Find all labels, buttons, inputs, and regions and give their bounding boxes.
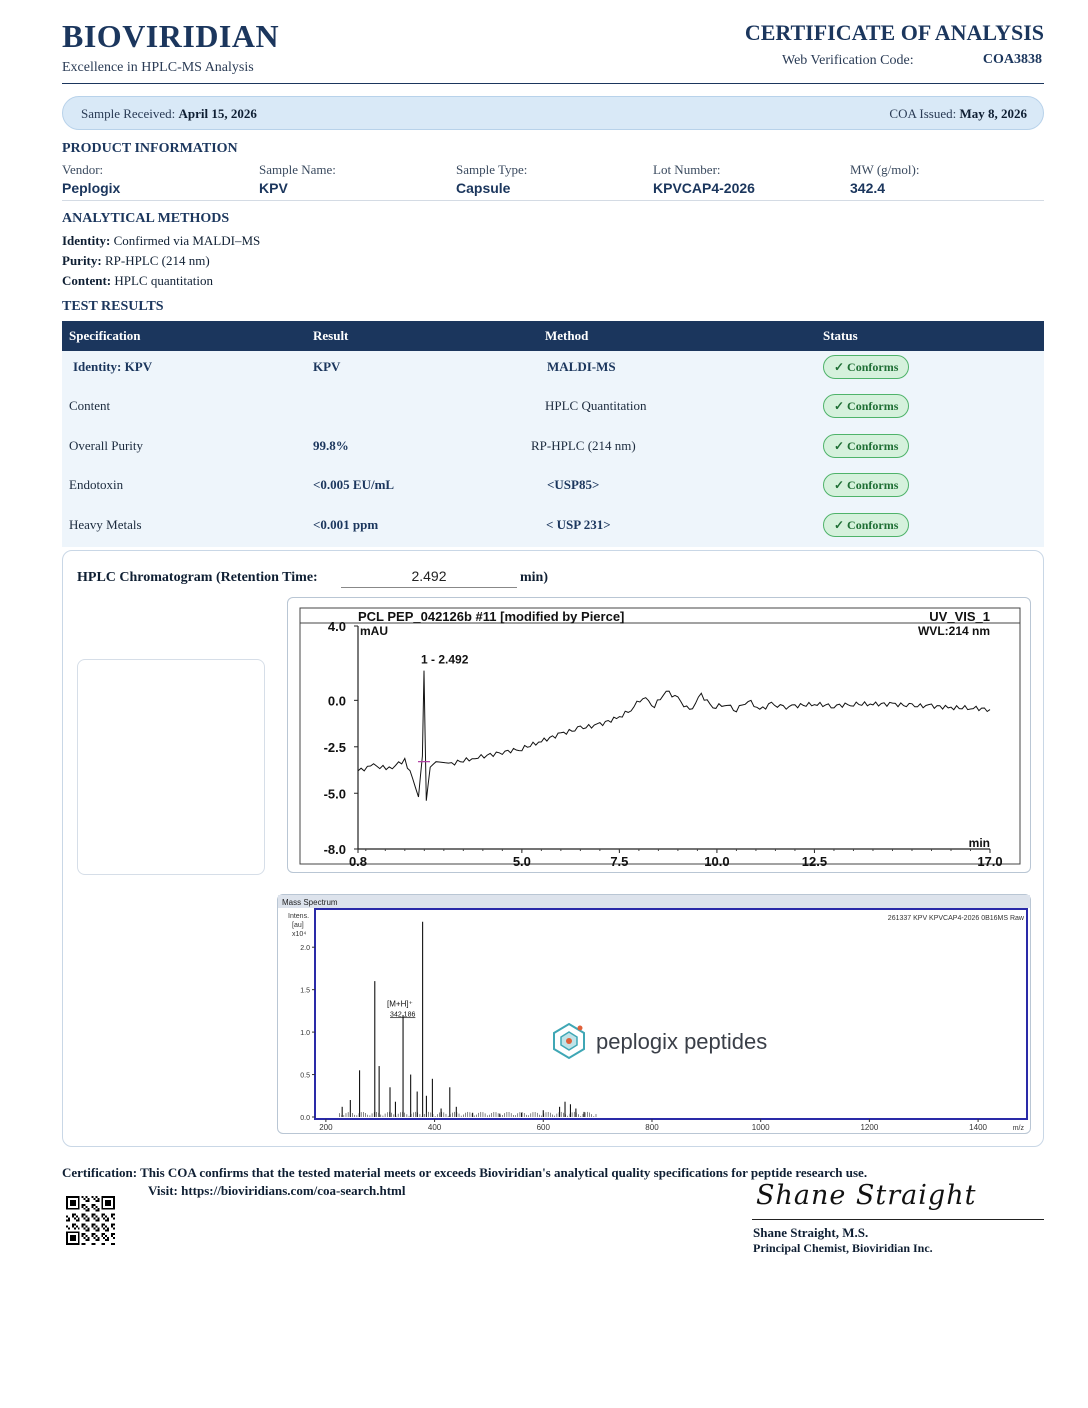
qr-finder-core bbox=[105, 1200, 111, 1206]
qr-module bbox=[82, 1216, 84, 1218]
column-header-result: Result bbox=[313, 328, 349, 343]
qr-module bbox=[97, 1208, 99, 1210]
table-row bbox=[62, 351, 1044, 391]
qr-module bbox=[84, 1227, 86, 1229]
cell-method: RP-HPLC (214 nm) bbox=[531, 438, 636, 453]
qr-module bbox=[107, 1239, 109, 1241]
cell-status bbox=[823, 477, 909, 497]
qr-module bbox=[95, 1229, 97, 1231]
ms-y-label-au: [au] bbox=[292, 922, 304, 929]
verification-code-label: Web Verification Code: bbox=[782, 53, 914, 68]
chromatogram-y-tick-label: -8.0 bbox=[323, 842, 346, 857]
qr-module bbox=[93, 1218, 95, 1220]
signature: Shane Straight bbox=[756, 1180, 977, 1211]
qr-module bbox=[78, 1227, 80, 1229]
ms-x-unit: m/z bbox=[1012, 1125, 1024, 1132]
chromatogram-x-tick-label: 17.0 bbox=[977, 854, 1003, 869]
chromatogram-y-unit: mAU bbox=[360, 624, 389, 638]
qr-module bbox=[68, 1227, 70, 1229]
qr-module bbox=[88, 1227, 90, 1229]
qr-module bbox=[88, 1210, 90, 1212]
qr-module bbox=[103, 1237, 105, 1239]
qr-module bbox=[113, 1223, 115, 1225]
qr-module bbox=[66, 1220, 68, 1222]
analytical-methods-heading: ANALYTICAL METHODS bbox=[62, 211, 230, 226]
cell-result: 99.8% bbox=[313, 438, 349, 453]
table-row bbox=[62, 509, 1044, 549]
ms-plot-frame bbox=[315, 909, 1027, 1119]
qr-module bbox=[91, 1223, 93, 1225]
table-header bbox=[62, 321, 1044, 351]
table-body bbox=[62, 351, 1044, 547]
qr-module bbox=[97, 1220, 99, 1222]
qr-module bbox=[82, 1223, 84, 1225]
chromatogram-trace bbox=[358, 671, 990, 801]
chromatogram-wavelength: WVL:214 nm bbox=[917, 624, 990, 638]
qr-module bbox=[84, 1237, 86, 1239]
conforms-badge: ✓ Conforms bbox=[823, 434, 909, 458]
qr-module bbox=[84, 1223, 86, 1225]
qr-module bbox=[93, 1237, 95, 1239]
qr-module bbox=[72, 1216, 74, 1218]
qr-module bbox=[95, 1235, 97, 1237]
chromatogram-y-tick-label: 0.0 bbox=[327, 693, 346, 709]
qr-module bbox=[95, 1220, 97, 1222]
qr-module bbox=[97, 1210, 99, 1212]
qr-module bbox=[86, 1210, 88, 1212]
qr-module bbox=[101, 1223, 103, 1225]
blank-placeholder-box bbox=[77, 659, 265, 875]
qr-module bbox=[91, 1225, 93, 1227]
method-purity: Purity: RP-HPLC (214 nm) bbox=[62, 253, 210, 268]
test-results-heading: TEST RESULTS bbox=[62, 299, 164, 314]
qr-module bbox=[84, 1233, 86, 1235]
coa-issued-date: May 8, 2026 bbox=[959, 106, 1027, 121]
qr-module bbox=[111, 1216, 113, 1218]
qr-module bbox=[68, 1218, 70, 1220]
hplc-chromatogram bbox=[287, 597, 1031, 873]
qr-module bbox=[86, 1220, 88, 1222]
verification-code: COA3838 bbox=[982, 52, 1042, 67]
qr-module bbox=[74, 1223, 76, 1225]
qr-module bbox=[101, 1216, 103, 1218]
cell-specification: Endotoxin bbox=[69, 477, 124, 492]
retention-time-unit: min) bbox=[520, 570, 548, 585]
qr-module bbox=[84, 1214, 86, 1216]
qr-module bbox=[93, 1198, 95, 1200]
qr-module bbox=[82, 1243, 84, 1245]
product-info-heading: PRODUCT INFORMATION bbox=[62, 141, 238, 156]
qr-module bbox=[107, 1229, 109, 1231]
cell-specification: Content bbox=[69, 398, 111, 413]
qr-module bbox=[101, 1235, 103, 1237]
qr-module bbox=[95, 1200, 97, 1202]
qr-module bbox=[86, 1225, 88, 1227]
cell-method: < USP 231> bbox=[546, 517, 611, 532]
ms-y-tick-label: 0.5 bbox=[300, 1072, 310, 1080]
qr-module bbox=[111, 1225, 113, 1227]
peplogix-logo bbox=[554, 1024, 767, 1058]
qr-module bbox=[84, 1204, 86, 1206]
document-title: CERTIFICATE OF ANALYSIS bbox=[744, 20, 1044, 45]
peplogix-logo-mark bbox=[554, 1024, 584, 1058]
qr-module bbox=[107, 1237, 109, 1239]
qr-module bbox=[107, 1218, 109, 1220]
qr-module bbox=[82, 1225, 84, 1227]
ms-y-tick-label: 1.0 bbox=[300, 1030, 310, 1038]
certification-statement: Certification: This COA confirms that the tested material meets or exceeds Bioviridian's analytical quality specifications for peptide research use. bbox=[62, 1165, 868, 1180]
retention-time-value: 2.492 bbox=[341, 568, 517, 588]
qr-module bbox=[84, 1208, 86, 1210]
qr-module bbox=[91, 1214, 93, 1216]
ms-file-label: 261337 KPV KPVCAP4-2026 0B16MS Raw bbox=[887, 915, 1024, 922]
qr-module bbox=[86, 1239, 88, 1241]
product-field-sample-type: Sample Type: Capsule bbox=[456, 162, 528, 196]
table-row bbox=[62, 390, 1044, 430]
qr-module bbox=[86, 1196, 88, 1198]
ms-x-tick-label: 400 bbox=[427, 1123, 442, 1132]
mass-spectrum bbox=[277, 894, 1031, 1134]
qr-module bbox=[97, 1200, 99, 1202]
mass-spectrum-panel-label: Mass Spectrum bbox=[282, 898, 338, 907]
qr-module bbox=[113, 1233, 115, 1235]
qr-module bbox=[84, 1198, 86, 1200]
ms-ion-label: [M+H]⁺ bbox=[387, 999, 413, 1009]
ms-x-tick-label: 1200 bbox=[860, 1123, 879, 1132]
product-field-vendor: Vendor: Peplogix bbox=[62, 162, 121, 196]
qr-module bbox=[82, 1214, 84, 1216]
chromatogram-x-unit: min bbox=[968, 836, 990, 850]
qr-module bbox=[72, 1214, 74, 1216]
qr-module bbox=[105, 1216, 107, 1218]
qr-module bbox=[88, 1200, 90, 1202]
conforms-badge: ✓ Conforms bbox=[823, 355, 909, 379]
qr-module bbox=[101, 1225, 103, 1227]
qr-module bbox=[74, 1218, 76, 1220]
cell-result: <0.001 ppm bbox=[313, 517, 379, 532]
qr-module bbox=[88, 1208, 90, 1210]
qr-module bbox=[74, 1214, 76, 1216]
sample-received: Sample Received: April 15, 2026 bbox=[81, 106, 257, 121]
qr-module bbox=[97, 1229, 99, 1231]
verification-link[interactable]: Visit: https://bioviridians.com/coa-search.html bbox=[148, 1183, 406, 1198]
table-row bbox=[62, 430, 1044, 470]
qr-module bbox=[95, 1239, 97, 1241]
qr-module bbox=[93, 1227, 95, 1229]
qr-finder-core bbox=[70, 1200, 76, 1206]
qr-module bbox=[88, 1220, 90, 1222]
chromatogram-svg bbox=[288, 598, 1030, 872]
cell-status bbox=[823, 398, 909, 418]
product-info-divider bbox=[62, 200, 1044, 201]
chromatogram-x-tick-label: 5.0 bbox=[512, 854, 531, 869]
qr-module bbox=[88, 1229, 90, 1231]
coa-issued: COA Issued: May 8, 2026 bbox=[889, 106, 1027, 121]
ms-x-tick-label: 800 bbox=[645, 1123, 659, 1132]
ms-x-tick-label: 1400 bbox=[969, 1123, 987, 1132]
qr-module bbox=[111, 1233, 113, 1235]
qr-module bbox=[86, 1216, 88, 1218]
signer-name: Shane Straight, M.S. bbox=[753, 1225, 869, 1240]
ms-y-tick-label: 2.0 bbox=[300, 945, 310, 953]
brand-name: BIOVIRIDIAN bbox=[62, 18, 280, 54]
conforms-badge: ✓ Conforms bbox=[823, 513, 909, 537]
qr-module bbox=[101, 1233, 103, 1235]
ms-y-tick-label: 1.5 bbox=[300, 987, 310, 995]
mass-spectrum-titlebar bbox=[278, 895, 1030, 908]
brand-tagline: Excellence in HPLC-MS Analysis bbox=[62, 60, 254, 75]
mass-spectrum-svg bbox=[278, 895, 1030, 1133]
chromatogram-y-tick-label: -2.5 bbox=[323, 739, 346, 755]
date-band bbox=[62, 96, 1044, 130]
qr-module bbox=[105, 1225, 107, 1227]
qr-module bbox=[66, 1216, 68, 1218]
chromatogram-x-tick-label: 7.5 bbox=[610, 854, 629, 869]
qr-module bbox=[105, 1235, 107, 1237]
qr-module bbox=[95, 1216, 97, 1218]
qr-module bbox=[84, 1218, 86, 1220]
cell-method: <USP85> bbox=[547, 477, 600, 492]
qr-module bbox=[86, 1200, 88, 1202]
qr-module bbox=[76, 1225, 78, 1227]
qr-module bbox=[93, 1223, 95, 1225]
qr-module bbox=[95, 1210, 97, 1212]
qr-module bbox=[97, 1239, 99, 1241]
qr-module bbox=[74, 1227, 76, 1229]
qr-module bbox=[105, 1229, 107, 1231]
signer-title: Principal Chemist, Bioviridian Inc. bbox=[753, 1241, 933, 1255]
chromatogram-x-tick-label: 10.0 bbox=[704, 854, 730, 869]
qr-module bbox=[97, 1218, 99, 1220]
ms-y-label-intens: Intens. bbox=[288, 913, 310, 920]
cell-specification: Overall Purity bbox=[69, 438, 144, 453]
qr-module bbox=[76, 1216, 78, 1218]
qr-module bbox=[68, 1220, 70, 1222]
product-field-sample-name: Sample Name: KPV bbox=[259, 162, 336, 196]
ms-y-tick-label: 0.0 bbox=[300, 1115, 310, 1122]
qr-module bbox=[91, 1235, 93, 1237]
test-results-table bbox=[62, 321, 1044, 547]
column-header-method: Method bbox=[545, 328, 589, 343]
chromatogram-peak-label: 1 - 2.492 bbox=[421, 652, 469, 667]
qr-module bbox=[86, 1235, 88, 1237]
qr-module bbox=[111, 1243, 113, 1245]
qr-module bbox=[93, 1214, 95, 1216]
qr-module bbox=[111, 1235, 113, 1237]
chromatogram-panel bbox=[62, 550, 1044, 1147]
chromatogram-detector: UV_VIS_1 bbox=[929, 609, 990, 624]
qr-finder-core bbox=[70, 1235, 76, 1241]
qr-module bbox=[93, 1204, 95, 1206]
qr-module bbox=[82, 1235, 84, 1237]
qr-module bbox=[103, 1214, 105, 1216]
qr-module bbox=[82, 1204, 84, 1206]
qr-module bbox=[88, 1239, 90, 1241]
chromatogram-x-tick-label: 0.8 bbox=[348, 854, 368, 869]
cell-specification: Identity: KPV bbox=[73, 359, 153, 374]
conforms-badge: ✓ Conforms bbox=[823, 394, 909, 418]
qr-module bbox=[93, 1233, 95, 1235]
cell-result: <0.005 EU/mL bbox=[313, 477, 395, 492]
ms-ion-mz: 342.186 bbox=[390, 1011, 416, 1019]
qr-module bbox=[66, 1225, 68, 1227]
signature-line bbox=[752, 1219, 1044, 1220]
chromatogram-outer-border bbox=[300, 608, 1020, 864]
ms-x-tick-label: 600 bbox=[536, 1123, 550, 1132]
qr-module bbox=[88, 1237, 90, 1239]
product-field-lot-number: Lot Number: KPVCAP4-2026 bbox=[653, 162, 755, 196]
qr-module bbox=[111, 1223, 113, 1225]
table-row bbox=[62, 469, 1044, 509]
qr-module bbox=[101, 1243, 103, 1245]
qr-module bbox=[103, 1218, 105, 1220]
qr-module bbox=[97, 1198, 99, 1200]
qr-module bbox=[103, 1233, 105, 1235]
qr-module bbox=[103, 1227, 105, 1229]
qr-module bbox=[111, 1214, 113, 1216]
product-field-molecular-weight: MW (g/mol): 342.4 bbox=[850, 162, 920, 196]
column-header-specification: Specification bbox=[69, 328, 141, 343]
ms-y-label-scale: x10⁴ bbox=[292, 931, 307, 938]
qr-module bbox=[97, 1227, 99, 1229]
qr-module bbox=[95, 1206, 97, 1208]
cell-method: HPLC Quantitation bbox=[545, 398, 647, 413]
qr-module bbox=[103, 1223, 105, 1225]
cell-result: KPV bbox=[313, 359, 341, 374]
qr-module bbox=[91, 1233, 93, 1235]
qr-module bbox=[113, 1218, 115, 1220]
qr-module bbox=[95, 1225, 97, 1227]
chromatogram-y-tick-label: -5.0 bbox=[323, 786, 346, 802]
qr-module bbox=[97, 1237, 99, 1239]
qr-module bbox=[113, 1243, 115, 1245]
column-header-status: Status bbox=[823, 328, 858, 343]
qr-module bbox=[93, 1243, 95, 1245]
qr-module bbox=[105, 1220, 107, 1222]
qr-module bbox=[91, 1196, 93, 1198]
qr-module bbox=[82, 1233, 84, 1235]
cell-specification: Heavy Metals bbox=[69, 517, 142, 532]
qr-module bbox=[84, 1243, 86, 1245]
cell-status bbox=[823, 517, 909, 537]
qr-module bbox=[82, 1196, 84, 1198]
method-identity: Identity: Confirmed via MALDI–MS bbox=[62, 233, 261, 248]
qr-module bbox=[86, 1206, 88, 1208]
conforms-badge: ✓ Conforms bbox=[823, 473, 909, 497]
qr-module bbox=[95, 1196, 97, 1198]
qr-module bbox=[91, 1243, 93, 1245]
chromatogram-y-tick-label: 4.0 bbox=[327, 619, 346, 634]
chromatogram-x-tick-label: 12.5 bbox=[801, 854, 828, 869]
qr-code-icon[interactable] bbox=[66, 1196, 115, 1245]
qr-module bbox=[113, 1214, 115, 1216]
qr-module bbox=[82, 1206, 84, 1208]
ms-x-tick-label: 200 bbox=[319, 1123, 333, 1132]
qr-module bbox=[107, 1220, 109, 1222]
qr-module bbox=[91, 1216, 93, 1218]
qr-module bbox=[88, 1198, 90, 1200]
cell-status bbox=[823, 438, 909, 458]
qr-module bbox=[93, 1208, 95, 1210]
qr-module bbox=[91, 1204, 93, 1206]
qr-module bbox=[78, 1218, 80, 1220]
qr-module bbox=[72, 1225, 74, 1227]
qr-module bbox=[78, 1220, 80, 1222]
qr-module bbox=[105, 1239, 107, 1241]
peplogix-logo-text: peplogix peptides bbox=[596, 1029, 768, 1054]
qr-module bbox=[113, 1237, 115, 1239]
qr-module bbox=[91, 1206, 93, 1208]
qr-module bbox=[76, 1220, 78, 1222]
qr-module bbox=[103, 1243, 105, 1245]
qr-module bbox=[101, 1214, 103, 1216]
cell-method: MALDI-MS bbox=[547, 359, 616, 374]
qr-module bbox=[107, 1227, 109, 1229]
qr-module bbox=[86, 1229, 88, 1231]
qr-module bbox=[113, 1227, 115, 1229]
cell-status bbox=[823, 359, 909, 379]
chromatogram-plot-title: PCL PEP_042126b #11 [modified by Pierce] bbox=[358, 609, 625, 624]
qr-module bbox=[72, 1223, 74, 1225]
ms-x-tick-label: 1000 bbox=[751, 1123, 770, 1132]
header-divider bbox=[62, 83, 1044, 84]
method-content: Content: HPLC quantitation bbox=[62, 273, 213, 288]
chromatogram-panel-title: HPLC Chromatogram (Retention Time: bbox=[77, 570, 318, 585]
qr-module bbox=[88, 1218, 90, 1220]
sample-received-date: April 15, 2026 bbox=[178, 106, 257, 121]
